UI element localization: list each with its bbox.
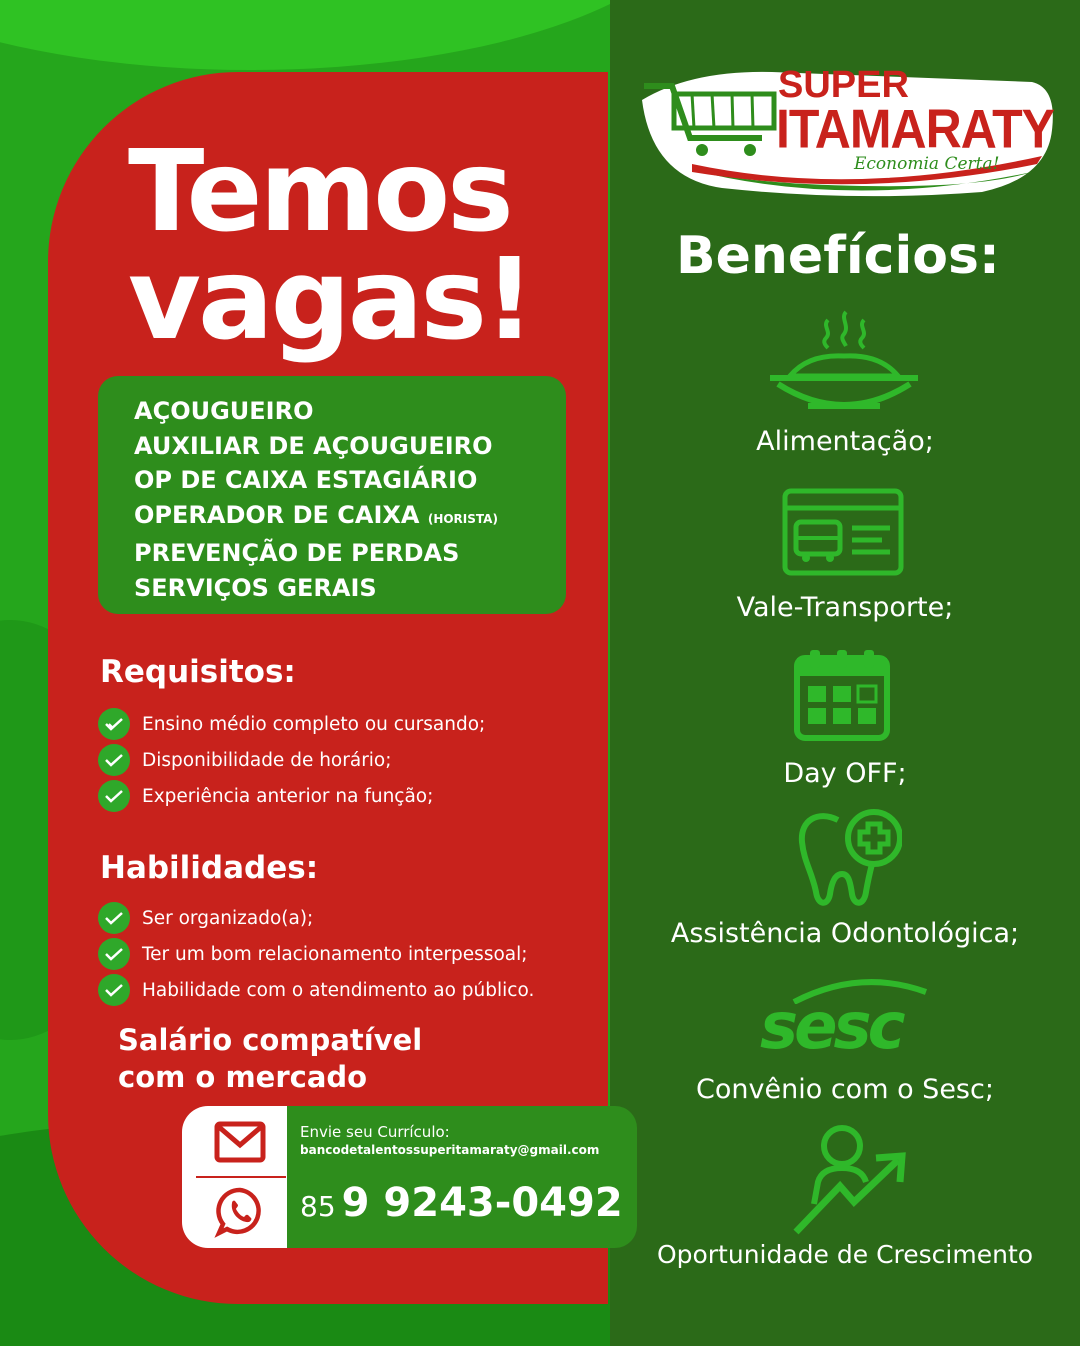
salary-line-2: com o mercado xyxy=(118,1060,368,1094)
check-icon xyxy=(98,708,130,740)
phone-area-code: 85 xyxy=(300,1190,336,1223)
job-item xyxy=(134,536,556,571)
list-item xyxy=(98,900,534,936)
send-resume-label: Envie seu Currículo: xyxy=(300,1123,450,1141)
logo-tagline: Economia Certa! xyxy=(854,154,1000,174)
job-item xyxy=(134,429,556,464)
job-title: AUXILIAR DE AÇOUGUEIRO xyxy=(134,431,493,460)
list-item xyxy=(98,972,534,1008)
skills-title: Habilidades: xyxy=(100,850,319,886)
benefit-label: Oportunidade de Crescimento xyxy=(656,1240,1034,1269)
sesc-logo: sesc xyxy=(760,990,902,1064)
job-item xyxy=(134,394,556,429)
skill-text: Habilidade com o atendimento ao público. xyxy=(142,979,535,1001)
benefit-label: Vale-Transporte; xyxy=(736,592,954,623)
benefit-label: Day OFF; xyxy=(783,758,907,789)
headline-line-1: Temos xyxy=(128,127,511,257)
job-item xyxy=(134,498,556,537)
requirement-text: Disponibilidade de horário; xyxy=(142,749,392,771)
salary-note xyxy=(118,1022,422,1096)
check-icon xyxy=(98,938,130,970)
list-item xyxy=(98,936,534,972)
super-itamaraty-logo xyxy=(632,60,1062,206)
phone-number[interactable] xyxy=(300,1180,623,1226)
list-item xyxy=(98,778,485,814)
benefits-title: Benefícios: xyxy=(676,226,1000,286)
calendar-icon xyxy=(794,648,890,746)
background-band xyxy=(0,0,610,70)
logo-super: SUPER xyxy=(778,64,909,106)
job-openings-list xyxy=(98,376,566,614)
requirements-list xyxy=(98,706,485,814)
list-item xyxy=(98,742,485,778)
food-bowl-icon xyxy=(768,306,920,422)
check-icon xyxy=(98,902,130,934)
job-item xyxy=(134,571,556,606)
check-icon xyxy=(98,974,130,1006)
phone-digits: 9 9243-0492 xyxy=(341,1180,623,1226)
list-item xyxy=(98,706,485,742)
tooth-icon xyxy=(798,806,902,914)
benefit-label: Convênio com o Sesc; xyxy=(696,1074,994,1105)
bus-ticket-icon xyxy=(782,488,904,580)
skill-text: Ter um bom relacionamento interpessoal; xyxy=(142,943,528,965)
headline-line-2: vagas! xyxy=(128,235,533,365)
job-title: SERVIÇOS GERAIS xyxy=(134,573,377,602)
whatsapp-icon[interactable] xyxy=(214,1186,266,1242)
headline xyxy=(128,127,568,365)
envelope-icon[interactable] xyxy=(214,1120,266,1168)
skills-list xyxy=(98,900,534,1008)
requirement-text: Ensino médio completo ou cursando; xyxy=(142,713,486,735)
requirement-text: Experiência anterior na função; xyxy=(142,785,434,807)
logo-itamaraty: ITAMARATY xyxy=(776,98,1054,160)
job-note: (HORISTA) xyxy=(427,511,498,526)
skill-text: Ser organizado(a); xyxy=(142,907,314,929)
email-link[interactable]: bancodetalentossuperitamaraty@gmail.com xyxy=(300,1143,600,1157)
benefit-label: Alimentação; xyxy=(756,426,934,457)
salary-line-1: Salário compatível xyxy=(118,1023,423,1057)
job-title: OPERADOR DE CAIXA xyxy=(134,500,420,529)
benefit-label: Assistência Odontológica; xyxy=(670,918,1020,949)
check-icon xyxy=(98,744,130,776)
job-item xyxy=(134,463,556,498)
divider xyxy=(196,1176,286,1178)
job-title: AÇOUGUEIRO xyxy=(134,397,314,425)
job-title: PREVENÇÃO DE PERDAS xyxy=(134,539,460,567)
check-icon xyxy=(98,780,130,812)
job-title: OP DE CAIXA ESTAGIÁRIO xyxy=(134,466,478,494)
requirements-title: Requisitos: xyxy=(100,654,296,690)
growth-person-icon xyxy=(792,1124,908,1240)
